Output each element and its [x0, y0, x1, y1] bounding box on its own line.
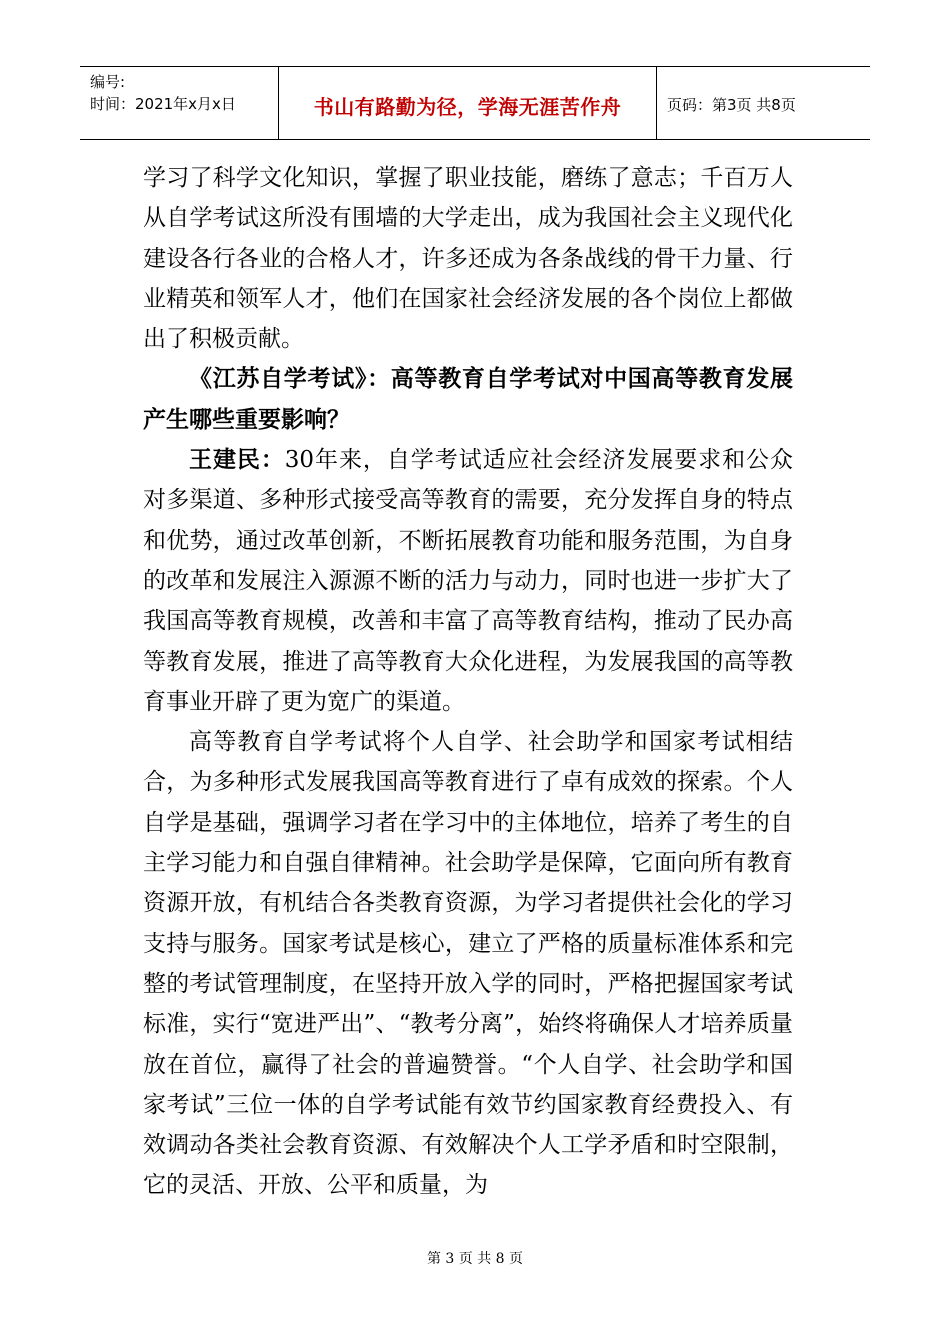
paragraph-body: 高等教育自学考试将个人自学、社会助学和国家考试相结合，为多种形式发展我国高等教育进行了卓有成效的探索。个人自学是基础，强调学习者在学习中的主体地位，培养了考生的自主学习能力和自强自律精神。社会助学是保障，它面向所有教育资源开放，有机结合各类教育资源，为学习者提供社会化的学习支持与服务。国家考试是核心，建立了严格的质量标准体系和完整的考试管理制度，在坚持开放入学的同时，严格把握国家考试标准，实行“宽进严出”、“教考分离”，始终将确保人才培养质量放在首位，赢得了社会的普遍赞誉。“个人自学、社会助学和国家考试”三位一体的自学考试能有效节约国家教育经费投入、有效调动各类社会教育资源、有效解决个人工学矛盾和时空限制，它的灵活、开放、公平和质量，为 [143, 729, 793, 1199]
header-page-cell [657, 67, 870, 139]
header-motto: 书山有路勤为径，学海无涯苦作舟 [313, 95, 622, 119]
interview-question: 《江苏自学考试》：高等教育自学考试对中国高等教育发展产生哪些重要影响？ [143, 365, 793, 433]
page-header [80, 66, 870, 140]
header-info-cell [80, 67, 279, 139]
paragraph-answer [143, 440, 793, 722]
header-page-info: 页码：第3页 共8页 [667, 96, 796, 114]
document-time-label: 时间：2021年x月x日 [90, 95, 236, 113]
speaker-name: 王建民： [189, 446, 285, 474]
header-motto-cell [279, 67, 657, 139]
paragraph-continuation: 学习了科学文化知识，掌握了职业技能，磨练了意志；千百万人从自学考试这所没有围墙的大学走出，成为我国社会主义现代化建设各行各业的合格人才，许多还成为各条战线的骨干力量、行业精英和领军人才，他们在国家社会经济发展的各个岗位上都做出了积极贡献。 [143, 165, 793, 353]
document-number-label: 编号: [90, 73, 126, 91]
answer-text: 30年来，自学考试适应社会经济发展要求和公众对多渠道、多种形式接受高等教育的需要，充分发挥自身的特点和优势，通过改革创新，不断拓展教育功能和服务范围，为自身的改革和发展注入源源不断的活力与动力，同时也进一步扩大了我国高等教育规模，改善和丰富了高等教育结构，推动了民办高等教育发展，推进了高等教育大众化进程，为发展我国的高等教育事业开辟了更为宽广的渠道。 [143, 447, 793, 715]
page-footer: 第 3 页 共 8 页 [426, 1251, 524, 1267]
document-body [143, 158, 793, 1206]
